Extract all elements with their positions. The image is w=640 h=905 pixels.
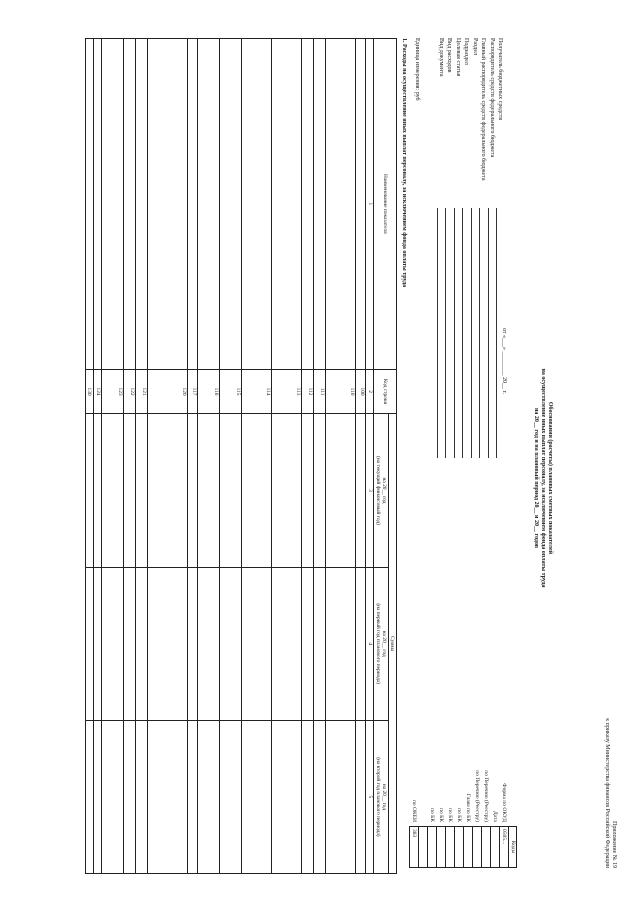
table-row-code: 111 [314,369,326,414]
table-cell[interactable] [136,413,148,566]
table-row-name [198,38,220,369]
header-field-line [480,208,487,458]
units-label: Единица измерения: [414,37,420,90]
table-row-name [242,38,272,369]
header-field-row [437,38,446,458]
table-cell[interactable] [272,720,302,873]
header-field-line [437,208,444,458]
title-line-3: на 20__ год и на плановый период 20__ и 20__ годов [533,407,540,548]
table-row-name [356,38,366,369]
table-cell[interactable] [124,720,136,873]
table-cell[interactable] [272,567,302,720]
code-label [419,768,428,826]
table-cell[interactable] [85,413,93,566]
codes-table [409,768,517,868]
appendix-block [603,718,617,868]
table-row-code: 123 [102,369,124,414]
rotated-form-sheet [15,18,625,888]
table-cell[interactable] [302,567,314,720]
table-row-name [102,38,124,369]
table-cell[interactable] [93,720,101,873]
code-value [419,826,428,867]
code-label: Глава по БК [465,793,472,822]
units-line [413,38,420,101]
table-cell[interactable] [188,413,198,566]
col-year2-title: на 20__ год [381,630,388,657]
table-cell[interactable] [356,413,366,566]
code-value [482,826,491,867]
code-value [473,826,482,867]
code-label: Форма по ОКУД [501,782,508,822]
header-field-row [446,38,455,458]
col-number: 3 [366,413,374,566]
header-fields [437,38,505,458]
table-row-name [136,38,148,369]
code-label: по БК [447,807,454,822]
table-cell[interactable] [326,567,356,720]
table-cell[interactable] [102,413,124,566]
table-row-name [148,38,188,369]
table-cell[interactable] [220,720,242,873]
col-year1-title: на 20__ год [381,476,388,504]
table-row-name [314,38,326,369]
col-year3-title: на 20__ год [381,783,388,810]
col-number: 5 [366,720,374,873]
code-label: по БК [456,807,463,822]
table-cell[interactable] [302,413,314,566]
header-field-row [463,38,472,458]
code-value [428,826,437,867]
codes-header: Коды [509,826,517,867]
table-row-name [326,38,356,369]
header-field-label: Главный распорядитель средств федерального бюджета [480,37,487,180]
header-field-row [480,38,489,458]
header-field-row [454,38,463,458]
col-name-header: Наименование показателя [374,38,397,369]
code-value [437,826,446,867]
code-label: Дата [492,810,499,822]
table-row-code: 115 [220,369,242,414]
section-title: 1. Расходы на осуществление иных выплат персоналу, за исключением фонда оплаты труда [401,37,407,287]
table-row-code: 120 [148,369,188,414]
title-line-1: Обоснования (расчеты) плановых сметных показателей [547,401,553,554]
table-row-code: 116 [198,369,220,414]
header-field-line [497,208,504,458]
table-row-name [93,38,101,369]
title-line-2: на осуществление иных выплат персоналу, за исключением фонда оплаты труда [540,367,547,588]
header-field-row [488,38,497,458]
table-cell[interactable] [326,413,356,566]
table-cell[interactable] [220,567,242,720]
table-cell[interactable] [136,567,148,720]
header-field-line [471,208,478,458]
table-cell[interactable] [93,413,101,566]
table-row-code: 124 [93,369,101,414]
table-cell[interactable] [148,413,188,566]
units-value: руб [414,91,420,101]
code-label: по ОКЕИ [411,799,418,822]
table-cell[interactable] [102,720,124,873]
header-field-row [471,38,480,458]
table-cell[interactable] [148,720,188,873]
table-row-code: 121 [136,369,148,414]
table-row-code: 122 [124,369,136,414]
table-cell[interactable] [314,567,326,720]
form-title [532,258,553,698]
code-value [446,826,455,867]
header-field-line [454,208,461,458]
col-year1-sub: (на текущий финансовый год) [375,455,382,525]
table-cell[interactable] [356,567,366,720]
col-year2-sub: (на первый год планового периода) [375,602,382,684]
table-row-code: 110 [326,369,356,414]
col-year3-sub: (на второй год планового периода) [375,756,382,837]
header-field-line [488,208,495,458]
table-cell[interactable] [314,720,326,873]
col-sum-header: Сумма [388,413,396,873]
appendix-number: Приложение № 19 [611,820,617,868]
table-cell[interactable] [356,720,366,873]
col-year3-header [374,720,388,873]
table-cell[interactable] [198,567,220,720]
header-field-label: Целевая статья [454,37,461,76]
header-field-line [446,208,453,458]
header-field-label: Вид расходов [446,37,453,72]
table-cell[interactable] [102,567,124,720]
table-row-code: 100 [356,369,366,414]
table-cell[interactable] [148,567,188,720]
table-row-name [188,38,198,369]
table-cell[interactable] [242,720,272,873]
table-cell[interactable] [136,720,148,873]
table-cell[interactable] [198,720,220,873]
date-line: от «___» ________ 20__ г. [501,327,507,394]
table-cell[interactable] [85,567,93,720]
code-value: 0505... [500,826,509,867]
table-row-code: 112 [302,369,314,414]
header-field-label: Распорядитель средств федерального бюджета [488,37,495,157]
col-number: 4 [366,567,374,720]
table-row-name [220,38,242,369]
table-row-name [272,38,302,369]
col-year2-header [374,567,388,720]
code-label: по БК [438,807,445,822]
code-value [464,826,473,867]
table-cell[interactable] [302,720,314,873]
code-value [491,826,500,867]
col-code-header: Код строки [374,369,397,414]
table-cell[interactable] [188,720,198,873]
header-field-label: Подраздел [463,37,470,65]
col-number: 1 [366,38,374,369]
table-cell[interactable] [124,413,136,566]
table-cell[interactable] [314,413,326,566]
table-cell[interactable] [124,567,136,720]
table-row-code: 113 [272,369,302,414]
appendix-order: к приказу Министерства финансов Российской Федерации [604,717,611,868]
header-field-line [463,208,470,458]
table-cell[interactable] [242,567,272,720]
code-value [455,826,464,867]
table-row-name [124,38,136,369]
table-cell[interactable] [220,413,242,566]
table-cell[interactable] [188,567,198,720]
col-number: 2 [366,369,374,414]
code-label: по Перечню (Реестру) [483,769,490,822]
table-cell[interactable] [272,413,302,566]
header-field-label: Раздел [471,37,478,55]
table-cell[interactable] [326,720,356,873]
header-field-label: Вид документа [437,37,444,77]
expense-table [85,38,397,874]
header-field-label: Получатель бюджетных средств [497,37,504,120]
table-row-code: 114 [242,369,272,414]
header-field-row [497,38,506,458]
code-label: по Перечню (Реестру) [474,769,481,822]
table-row-name [302,38,314,369]
table-row-code: 130 [85,369,93,414]
table-cell[interactable] [242,413,272,566]
table-cell[interactable] [198,413,220,566]
col-year1-header [374,413,388,566]
code-value: 383 [410,826,419,867]
table-row-name [85,38,93,369]
code-label: по БК [429,807,436,822]
table-cell[interactable] [93,567,101,720]
table-row-code: 117 [188,369,198,414]
table-cell[interactable] [85,720,93,873]
